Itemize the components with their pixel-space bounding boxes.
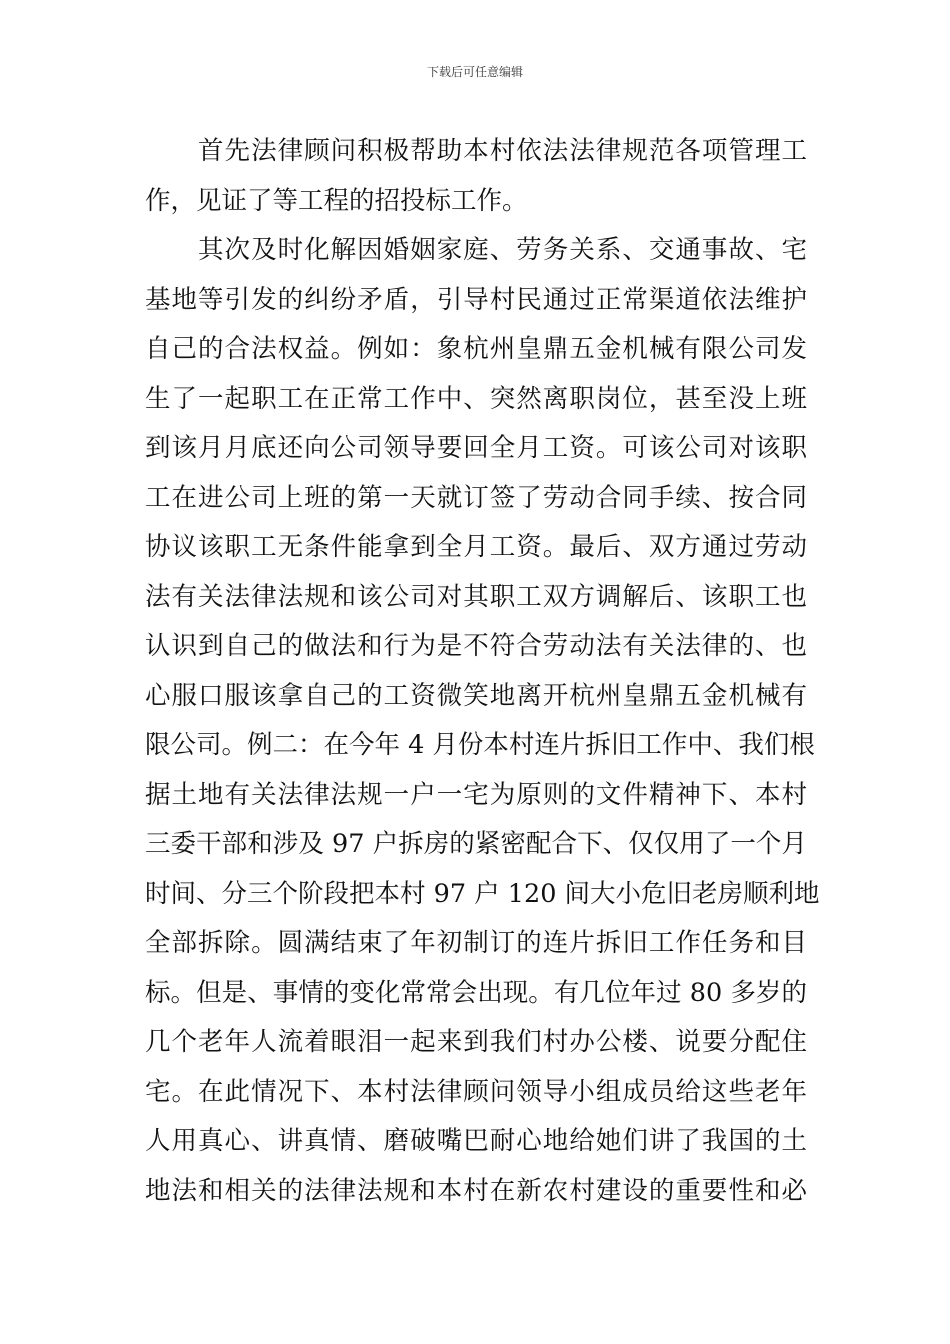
text-line: 三委干部和涉及 97 户拆房的紧密配合下、仅仅用了一个月 [145,829,807,859]
text-line: 工在进公司上班的第一天就订签了劳动合同手续、按合同 [145,482,807,513]
page-header: 下载后可任意编辑 [426,65,523,79]
text-line: 全部拆除。圆满结束了年初制订的连片拆旧工作任务和目 [145,928,807,958]
text-line: 时间、分三个阶段把本村 97 户 120 间大小危旧老房顺利地 [145,878,820,909]
text-line: 基地等引发的纠纷矛盾，引导村民通过正常渠道依法维护 [145,284,807,315]
text-line: 宅。在此情况下、本村法律顾问领导小组成员给这些老年 [145,1076,807,1107]
text-line: 几个老年人流着眼泪一起来到我们村办公楼、说要分配住 [145,1027,807,1057]
text-line: 地法和相关的法律法规和本村在新农村建设的重要性和必 [145,1175,807,1206]
text-line: 据土地有关法律法规一户一宅为原则的文件精神下、本村 [145,779,807,810]
text-line: 自己的合法权益。例如：象杭州皇鼎五金机械有限公司发 [145,334,807,364]
paragraph-1 [145,127,807,226]
text-line: 其次及时化解因婚姻家庭、劳务关系、交通事故、宅 [145,235,807,265]
text-line: 限公司。例二：在今年 4 月份本村连片拆旧工作中、我们根 [145,730,815,760]
text-line: 心服口服该拿自己的工资微笑地离开杭州皇鼎五金机械有 [145,680,807,711]
text-line: 作，见证了等工程的招投标工作。 [145,185,528,216]
text-line: 认识到自己的做法和行为是不符合劳动法有关法律的、也 [145,631,807,661]
text-line: 协议该职工无条件能拿到全月工资。最后、双方通过劳动 [145,532,807,562]
text-line: 首先法律顾问积极帮助本村依法法律规范各项管理工 [145,136,807,166]
text-line: 人用真心、讲真情、磨破嘴巴耐心地给她们讲了我国的土 [145,1126,807,1156]
paragraph-2 [145,226,820,1216]
text-line: 标。但是、事情的变化常常会出现。有几位年过 80 多岁的 [145,977,807,1008]
document-body [145,127,820,1216]
text-line: 到该月月底还向公司领导要回全月工资。可该公司对该职 [145,433,807,463]
text-line: 法有关法律法规和该公司对其职工双方调解后、该职工也 [145,581,807,612]
text-line: 生了一起职工在正常工作中、突然离职岗位，甚至没上班 [145,383,807,414]
